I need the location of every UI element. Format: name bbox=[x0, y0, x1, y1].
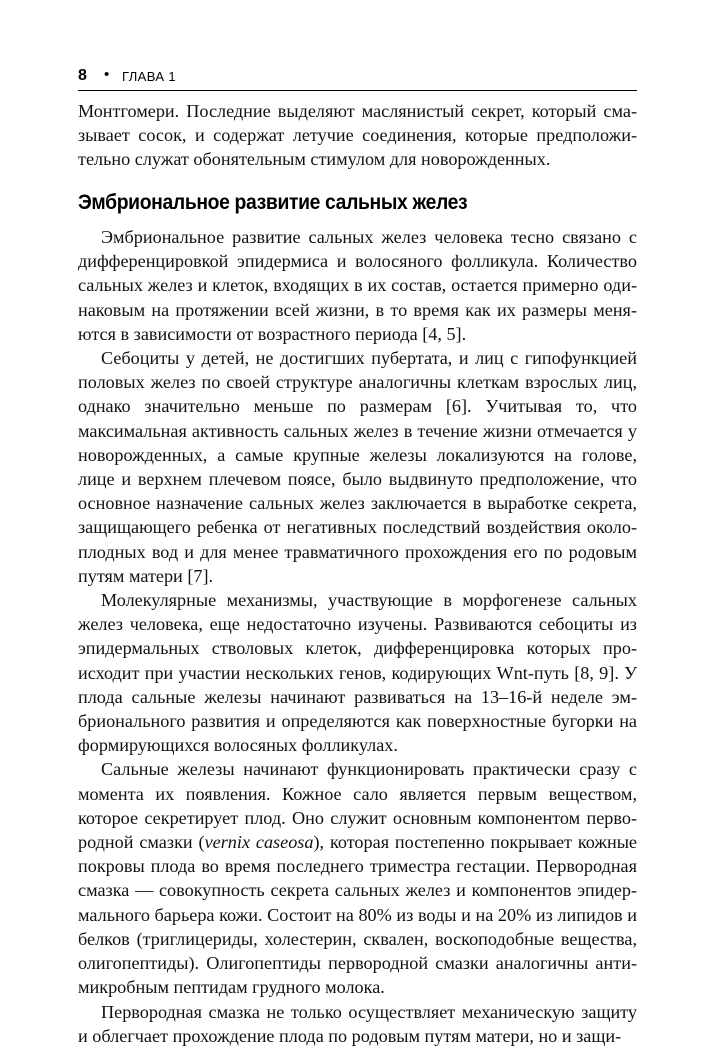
page-number: 8 bbox=[78, 67, 87, 84]
continuation-block bbox=[78, 99, 637, 172]
bullet-icon: • bbox=[104, 66, 110, 83]
paragraph-2: Себоциты у детей, не достигших пубертата, и лиц с гипофункцией половых желез по своей структуре аналогичны клеткам взрослых лиц, однако значительно меньше по размерам [6]. Учитывая то, что максимальная активность сальных желез в течение жизни отмечается у новорожденных, а самые крупные железы локализуются на голове, лице и верхнем плечевом поясе, было выдвинуто предположение, что основное назначение сальных желез заключается в выработке секрета, защищающего ребенка от негативных последствий воздействия околоплодных вод и для менее травматичного прохождения его по родовым путям матери [7]. bbox=[78, 348, 637, 586]
paragraph-1: Эмбриональное развитие сальных желез человека тесно связано с дифференцировкой эпидермиса и волосяного фолликула. Количество сальных желез и клеток, входящих в их состав, остается примерно одинаковым на протяжении всей жизни, в то время как их размеры меняются в зависимости от возрастного периода [4, 5]. bbox=[78, 227, 637, 344]
header-rule bbox=[78, 90, 637, 91]
running-head bbox=[78, 66, 638, 88]
section-body bbox=[78, 225, 637, 1048]
latin-term: vernix caseosa bbox=[204, 832, 314, 853]
continuation-paragraph: Монтгомери. Последние выделяют маслянистый секрет, который смазывает сосок, и содержат летучие соединения, которые предположительно служат обонятельным стимулом для новорожденных. bbox=[78, 101, 637, 170]
paragraph-5: Первородная смазка не только осуществляет механическую защиту и облегчает прохождение плода по родовым путям матери, но и защи- bbox=[78, 1001, 637, 1046]
paragraph-3: Молекулярные механизмы, участвующие в морфогенезе сальных желез человека, еще недостаточно изучены. Развиваются себоциты из эпидермальных стволовых клеток, дифференцировка которых происходит при участии нескольких генов, кодирующих Wnt-путь [8, 9]. У плода сальные железы начинают развиваться на 13–16-й неделе эмбрионального развития и определяются как поверхностные бугорки на формирующихся волосяных фолликулах. bbox=[78, 590, 637, 756]
paragraph-4-text-b: ), которая постепенно покрывает кожные покровы плода во время последнего триместра гестации. Первородная смазка — совокупность секрета сальных желез и компонентов эпидермального барьера кожи. Состоит на 80% из воды и на 20% из липидов и белков (триглицериды, холестерин, сквален, воскоподобные вещества, олигопептиды). Олигопептиды первородной смазки аналогичны антимикробным пептидам грудного молока. bbox=[78, 832, 637, 998]
paragraph-4 bbox=[78, 757, 637, 999]
chapter-title: ГЛАВА 1 bbox=[122, 69, 177, 84]
paragraph-4-text-a: Сальные железы начинают функционировать практически сразу с момента их появления. Кожное сало является первым веществом, которое секретирует плод. Оно служит основным компонентом первородной смазки ( bbox=[78, 759, 637, 853]
section-title: Эмбриональное развитие сальных желез bbox=[78, 190, 468, 214]
